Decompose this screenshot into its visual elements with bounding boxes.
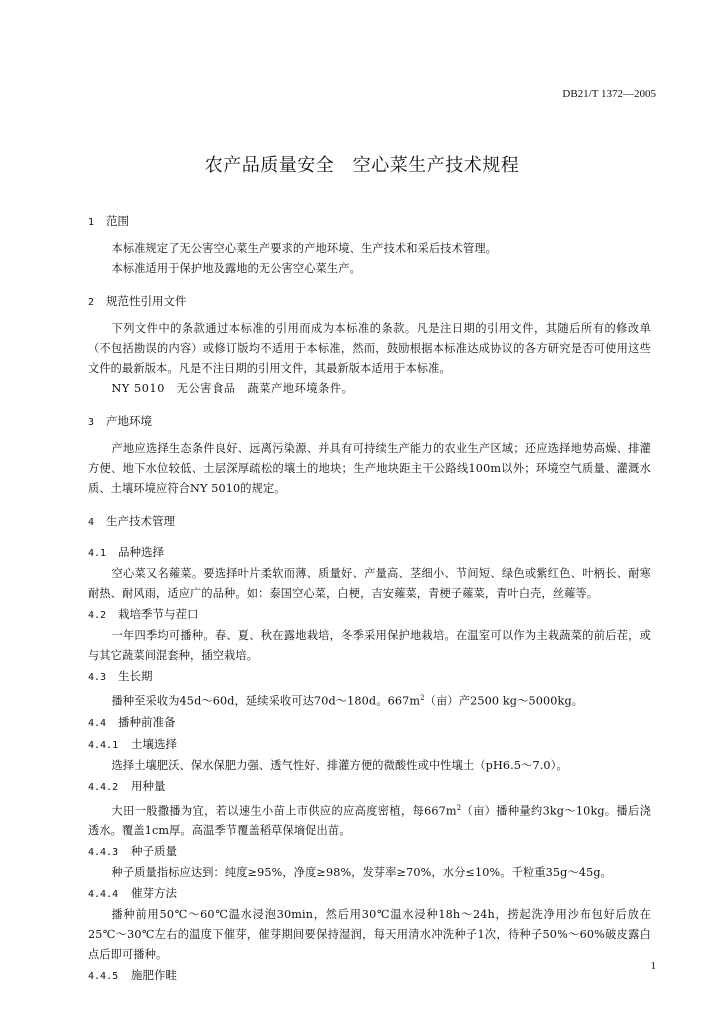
clause-title: 催芽方法 <box>131 886 177 901</box>
subsection-title: 播种前准备 <box>118 714 176 729</box>
subsection-heading-season <box>88 604 651 626</box>
section-number: 3 <box>88 417 95 428</box>
paragraph: 本标准规定了无公害空心菜生产要求的产地环境、生产技术和采后技术管理。 <box>111 242 497 255</box>
subsection-number: 4.3 <box>88 672 107 683</box>
clause-heading-germination <box>88 883 651 905</box>
clause-number: 4.4.1 <box>88 739 119 751</box>
paragraph: 空心菜又名蕹菜。要选择叶片柔软而薄、质量好、产量高、茎细小、节间短、绿色或紫红色、叶柄长、耐寒耐热、耐风雨，适应广的品种。如：泰国空心菜，白梗，吉安蕹菜，青梗子蕹菜，青叶白壳，丝蕹等。 <box>88 567 651 600</box>
clause-title: 土壤选择 <box>131 736 177 751</box>
document-body <box>88 211 651 987</box>
clause-title: 用种量 <box>131 778 166 793</box>
clause-number: 4.4.4 <box>88 889 119 901</box>
section-title: 规范性引用文件 <box>106 294 187 308</box>
clause-heading-seed-quality <box>88 841 651 863</box>
clause-title: 施肥作畦 <box>131 968 177 983</box>
subsection-title: 栽培季节与茬口 <box>118 607 199 621</box>
paragraph: 选择土壤肥沃、保水保肥力强、透气性好、排灌方便的微酸性或中性壤土（pH6.5～7.0）。 <box>111 758 568 772</box>
clause-title: 种子质量 <box>131 844 177 859</box>
reference-item: NY 5010 无公害食品 蔬菜产地环境条件。 <box>111 382 354 395</box>
paragraph: 本标准适用于保护地及露地的无公害空心菜生产。 <box>111 262 361 275</box>
paragraph: 播种前用50℃～60℃温水浸泡30min，然后用30℃温水浸种18h～24h，捞起洗净用沙布包好后放在25℃～30℃左右的温度下催芽，催芽期间要保持湿润，每天用清水冲洗种子1次，待种子50%～60%破皮露白点后即可播种。 <box>88 908 651 962</box>
standard-code: DB21/T 1372—2005 <box>562 88 656 100</box>
clause-number: 4.4.2 <box>88 781 119 793</box>
section-heading-site-environment <box>88 411 651 433</box>
paragraph: 下列文件中的条款通过本标准的引用而成为本标准的条款。凡是注日期的引用文件，其随后所有的修改单（不包括勘误的内容）或修订版均不适用于本标准，然而，鼓励根据本标准达成协议的各方研究是否可使用这些文件的最新版本。凡是不注日期的引用文件，其最新版本适用于本标准。 <box>88 322 651 375</box>
paragraph: 播种至采收为45d～60d，延续采收可达70d～180d。$667m^2$（亩）产2500 kg～5000kg。 <box>111 694 584 708</box>
clause-number: 4.4.3 <box>88 847 119 859</box>
section-title: 产地环境 <box>106 414 152 428</box>
paragraph: 一年四季均可播种。春、夏、秋在露地栽培，冬季采用保护地栽培。在温室可以作为主栽蔬菜的前后茬，或与其它蔬菜间混套种，插空栽培。 <box>88 629 651 662</box>
paragraph: 产地应选择生态条件良好、远离污染源、并具有可持续生产能力的农业生产区域；还应选择地势高燥、排灌方便、地下水位较低、土层深厚疏松的壤土的地块；生产地块距主干公路线100m以外；环境空气质量、灌溉水质、土壤环境应符合NY 5010的规定。 <box>88 442 651 495</box>
section-number: 4 <box>88 517 95 528</box>
paragraph: 大田一般撒播为宜，若以速生小苗上市供应的应高度密植，每$667m^2$（亩）播种量约3kg～10kg。播后浇透水。覆盖1cm厚。高温季节覆盖稻草保墒促出苗。 <box>88 803 651 838</box>
clause-heading-seed-quantity <box>88 776 651 798</box>
subsection-title: 生长期 <box>118 669 153 683</box>
subsection-heading-pre-sowing <box>88 712 651 734</box>
section-heading-normative-references <box>88 291 651 313</box>
section-heading-scope <box>88 211 651 233</box>
clause-number: 4.4.5 <box>88 971 119 983</box>
subsection-title: 品种选择 <box>118 545 164 559</box>
page-number: 1 <box>650 960 656 972</box>
subsection-number: 4.1 <box>88 548 107 559</box>
subsection-number: 4.2 <box>88 610 107 621</box>
clause-heading-fertilizing-beds <box>88 965 651 987</box>
paragraph: 种子质量指标应达到：纯度≥95%，净度≥98%，发芽率≥70%，水分≤10%。千粒重35g～45g。 <box>111 866 613 880</box>
document-title: 农产品质量安全 空心菜生产技术规程 <box>204 155 520 176</box>
section-heading-production-management <box>88 511 651 533</box>
subsection-heading-variety-selection <box>88 542 651 564</box>
section-title: 范围 <box>106 214 129 228</box>
section-number: 2 <box>88 297 95 308</box>
section-number: 1 <box>88 217 95 228</box>
subsection-number: 4.4 <box>88 717 107 729</box>
section-title: 生产技术管理 <box>106 514 175 528</box>
clause-heading-soil-selection <box>88 734 651 756</box>
subsection-heading-growth-period <box>88 666 651 688</box>
